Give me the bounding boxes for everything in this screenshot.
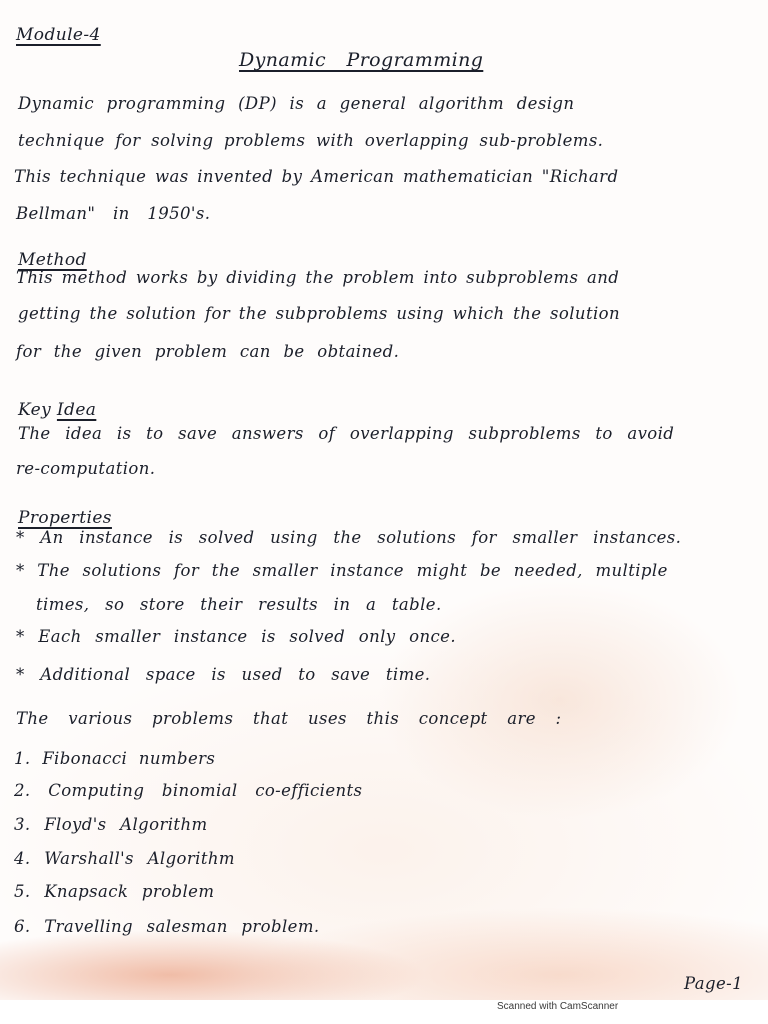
- properties-line-3: times, so store their results in a table.: [36, 595, 442, 614]
- page-number: Page-1: [684, 974, 743, 993]
- properties-line-5: * Additional space is used to save time.: [16, 665, 431, 684]
- properties-line-4: * Each smaller instance is solved only once.: [16, 627, 456, 646]
- intro-line-2: technique for solving problems with overlapping sub-problems.: [18, 131, 604, 150]
- problem-item-3: 3. Floyd's Algorithm: [14, 815, 208, 834]
- method-line-2: getting the solution for the subproblems using which the solution: [18, 304, 621, 323]
- problem-item-6: 6. Travelling salesman problem.: [14, 917, 320, 936]
- problem-item-1: 1. Fibonacci numbers: [14, 749, 216, 768]
- module-label: Module-4: [16, 25, 101, 45]
- page-title: Dynamic Programming: [239, 49, 484, 71]
- method-line-1: This method works by dividing the problem into subproblems and: [16, 268, 620, 287]
- key-idea-line-1: The idea is to save answers of overlapping subproblems to avoid: [18, 424, 675, 443]
- key-idea-heading-prefix: Key: [18, 400, 57, 420]
- problem-item-2: 2. Computing binomial co-efficients: [14, 781, 363, 800]
- key-idea-line-2: re-computation.: [16, 459, 156, 478]
- properties-heading: Properties: [18, 508, 112, 528]
- problems-intro: The various problems that uses this concept are :: [16, 709, 562, 728]
- intro-line-3: This technique was invented by American mathematician "Richard: [14, 167, 619, 186]
- key-idea-heading-underlined: Idea: [56, 400, 97, 420]
- scanner-footer: Scanned with CamScanner: [497, 1001, 619, 1012]
- properties-line-2: * The solutions for the smaller instance might be needed, multiple: [16, 561, 668, 580]
- problem-item-4: 4. Warshall's Algorithm: [14, 849, 235, 868]
- method-line-3: for the given problem can be obtained.: [16, 342, 400, 361]
- method-heading: Method: [18, 250, 87, 270]
- intro-line-4: Bellman" in 1950's.: [16, 204, 211, 223]
- key-idea-heading: [18, 402, 96, 419]
- problem-item-5: 5. Knapsack problem: [14, 882, 215, 901]
- intro-line-1: Dynamic programming (DP) is a general algorithm design: [18, 94, 575, 113]
- properties-line-1: * An instance is solved using the solutions for smaller instances.: [16, 528, 682, 547]
